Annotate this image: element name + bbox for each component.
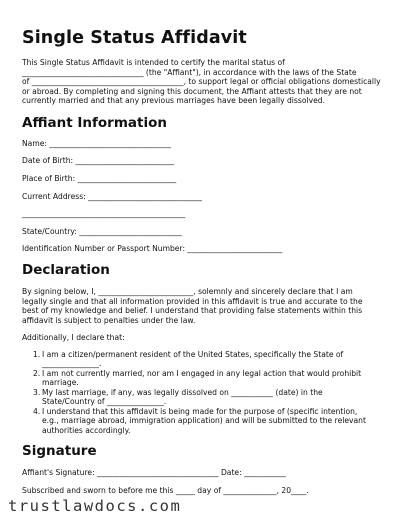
id-number-field[interactable]: Identification Number or Passport Number: _________________________ (22, 244, 283, 253)
declaration-line: best of my knowledge and belief. I understand that providing false statements within this (22, 306, 363, 315)
list-number: 1. (33, 350, 41, 359)
declaration-line: legally single and that all information provided in this affidavit is true and accurate to the (22, 296, 363, 306)
sworn-statement-field[interactable]: Subscribed and sworn to before me this _____ day of ______________, 20____. (22, 486, 309, 495)
list-line: I am a citizen/permanent resident of the United States, specifically the State of (42, 350, 344, 359)
address-line2-field[interactable]: ___________________________________________ (22, 209, 186, 218)
list-line: e.g., marriage abroad, immigration application) and will be submitted to the relevant (42, 416, 366, 426)
intro-line: or abroad. By completing and signing this document, the Affiant attests that they are not (22, 86, 362, 96)
signature-heading: Signature (22, 443, 97, 459)
list-line: authorities accordingly. (42, 425, 131, 435)
date-of-birth-field[interactable]: Date of Birth: __________________________ (22, 156, 175, 165)
intro-line: of ________________________________________, to support legal or official obligations domestically (22, 77, 381, 86)
list-number: 4. (33, 407, 41, 416)
document-title: Single Status Affidavit (22, 28, 247, 48)
name-field[interactable]: Name: ________________________________ (22, 139, 171, 148)
affiant-information-heading: Affiant Information (22, 115, 167, 131)
intro-line: This Single Status Affidavit is intended to certify the marital status of (22, 58, 285, 67)
current-address-field[interactable]: Current Address: ______________________________ (22, 192, 203, 201)
list-line: _______________. (42, 359, 102, 369)
declaration-heading: Declaration (22, 262, 110, 278)
list-number: 2. (33, 369, 41, 378)
list-line: State/Country of _______________. (42, 397, 167, 407)
declaration-line: By signing below, I, _________________________, solemnly and sincerely declare that I am (22, 287, 353, 296)
declaration-line: affidavit is subject to penalties under the law. (22, 315, 196, 325)
affiant-signature-field[interactable]: Affiant's Signature: ________________________________ Date: ___________ (22, 468, 286, 477)
intro-line: currently married and that any previous marriages have been legally dissolved. (22, 96, 325, 105)
watermark-text: trustlawdocs.com (8, 497, 182, 515)
list-number: 3. (33, 388, 41, 397)
place-of-birth-field[interactable]: Place of Birth: __________________________ (22, 174, 177, 183)
intro-line: ________________________________ (the "Affiant"), in accordance with the laws of the State (22, 67, 357, 77)
additionally-label: Additionally, I declare that: (22, 333, 125, 342)
list-line: I understand that this affidavit is being made for the purpose of (specific intention, (42, 407, 358, 416)
list-line: My last marriage, if any, was legally dissolved on ___________ (date) in the (42, 388, 323, 397)
list-line: marriage. (42, 378, 79, 388)
list-line: I am not currently married, nor am I engaged in any legal action that would prohibit (42, 369, 362, 378)
state-country-field[interactable]: State/Country: ___________________________ (22, 227, 182, 236)
